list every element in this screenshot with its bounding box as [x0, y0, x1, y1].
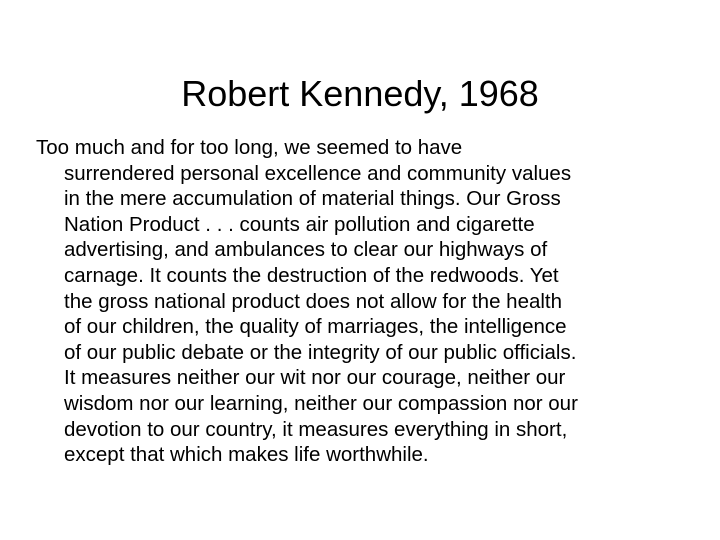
slide-title: Robert Kennedy, 1968	[181, 73, 539, 114]
quote-line: of our children, the quality of marriages, the intelligence	[64, 315, 567, 339]
quote-line: wisdom nor our learning, neither our compassion nor our	[64, 391, 578, 415]
quote-line: devotion to our country, it measures everything in short,	[64, 417, 568, 441]
quote-line: carnage. It counts the destruction of the redwoods. Yet	[64, 263, 559, 287]
quote-paragraph	[36, 135, 686, 468]
quote-line: Nation Product . . . counts air pollution and cigarette	[64, 212, 535, 236]
quote-line: advertising, and ambulances to clear our highways of	[64, 238, 548, 262]
quote-line: except that which makes life worthwhile.	[64, 443, 429, 467]
quote-line: surrendered personal excellence and community values	[64, 161, 572, 185]
quote-line: the gross national product does not allow for the health	[64, 289, 563, 313]
quote-line: It measures neither our wit nor our courage, neither our	[64, 366, 566, 390]
quote-line: of our public debate or the integrity of our public officials.	[64, 340, 577, 364]
quote-line: Too much and for too long, we seemed to have	[36, 136, 463, 159]
quote-line: in the mere accumulation of material things. Our Gross	[64, 187, 561, 211]
